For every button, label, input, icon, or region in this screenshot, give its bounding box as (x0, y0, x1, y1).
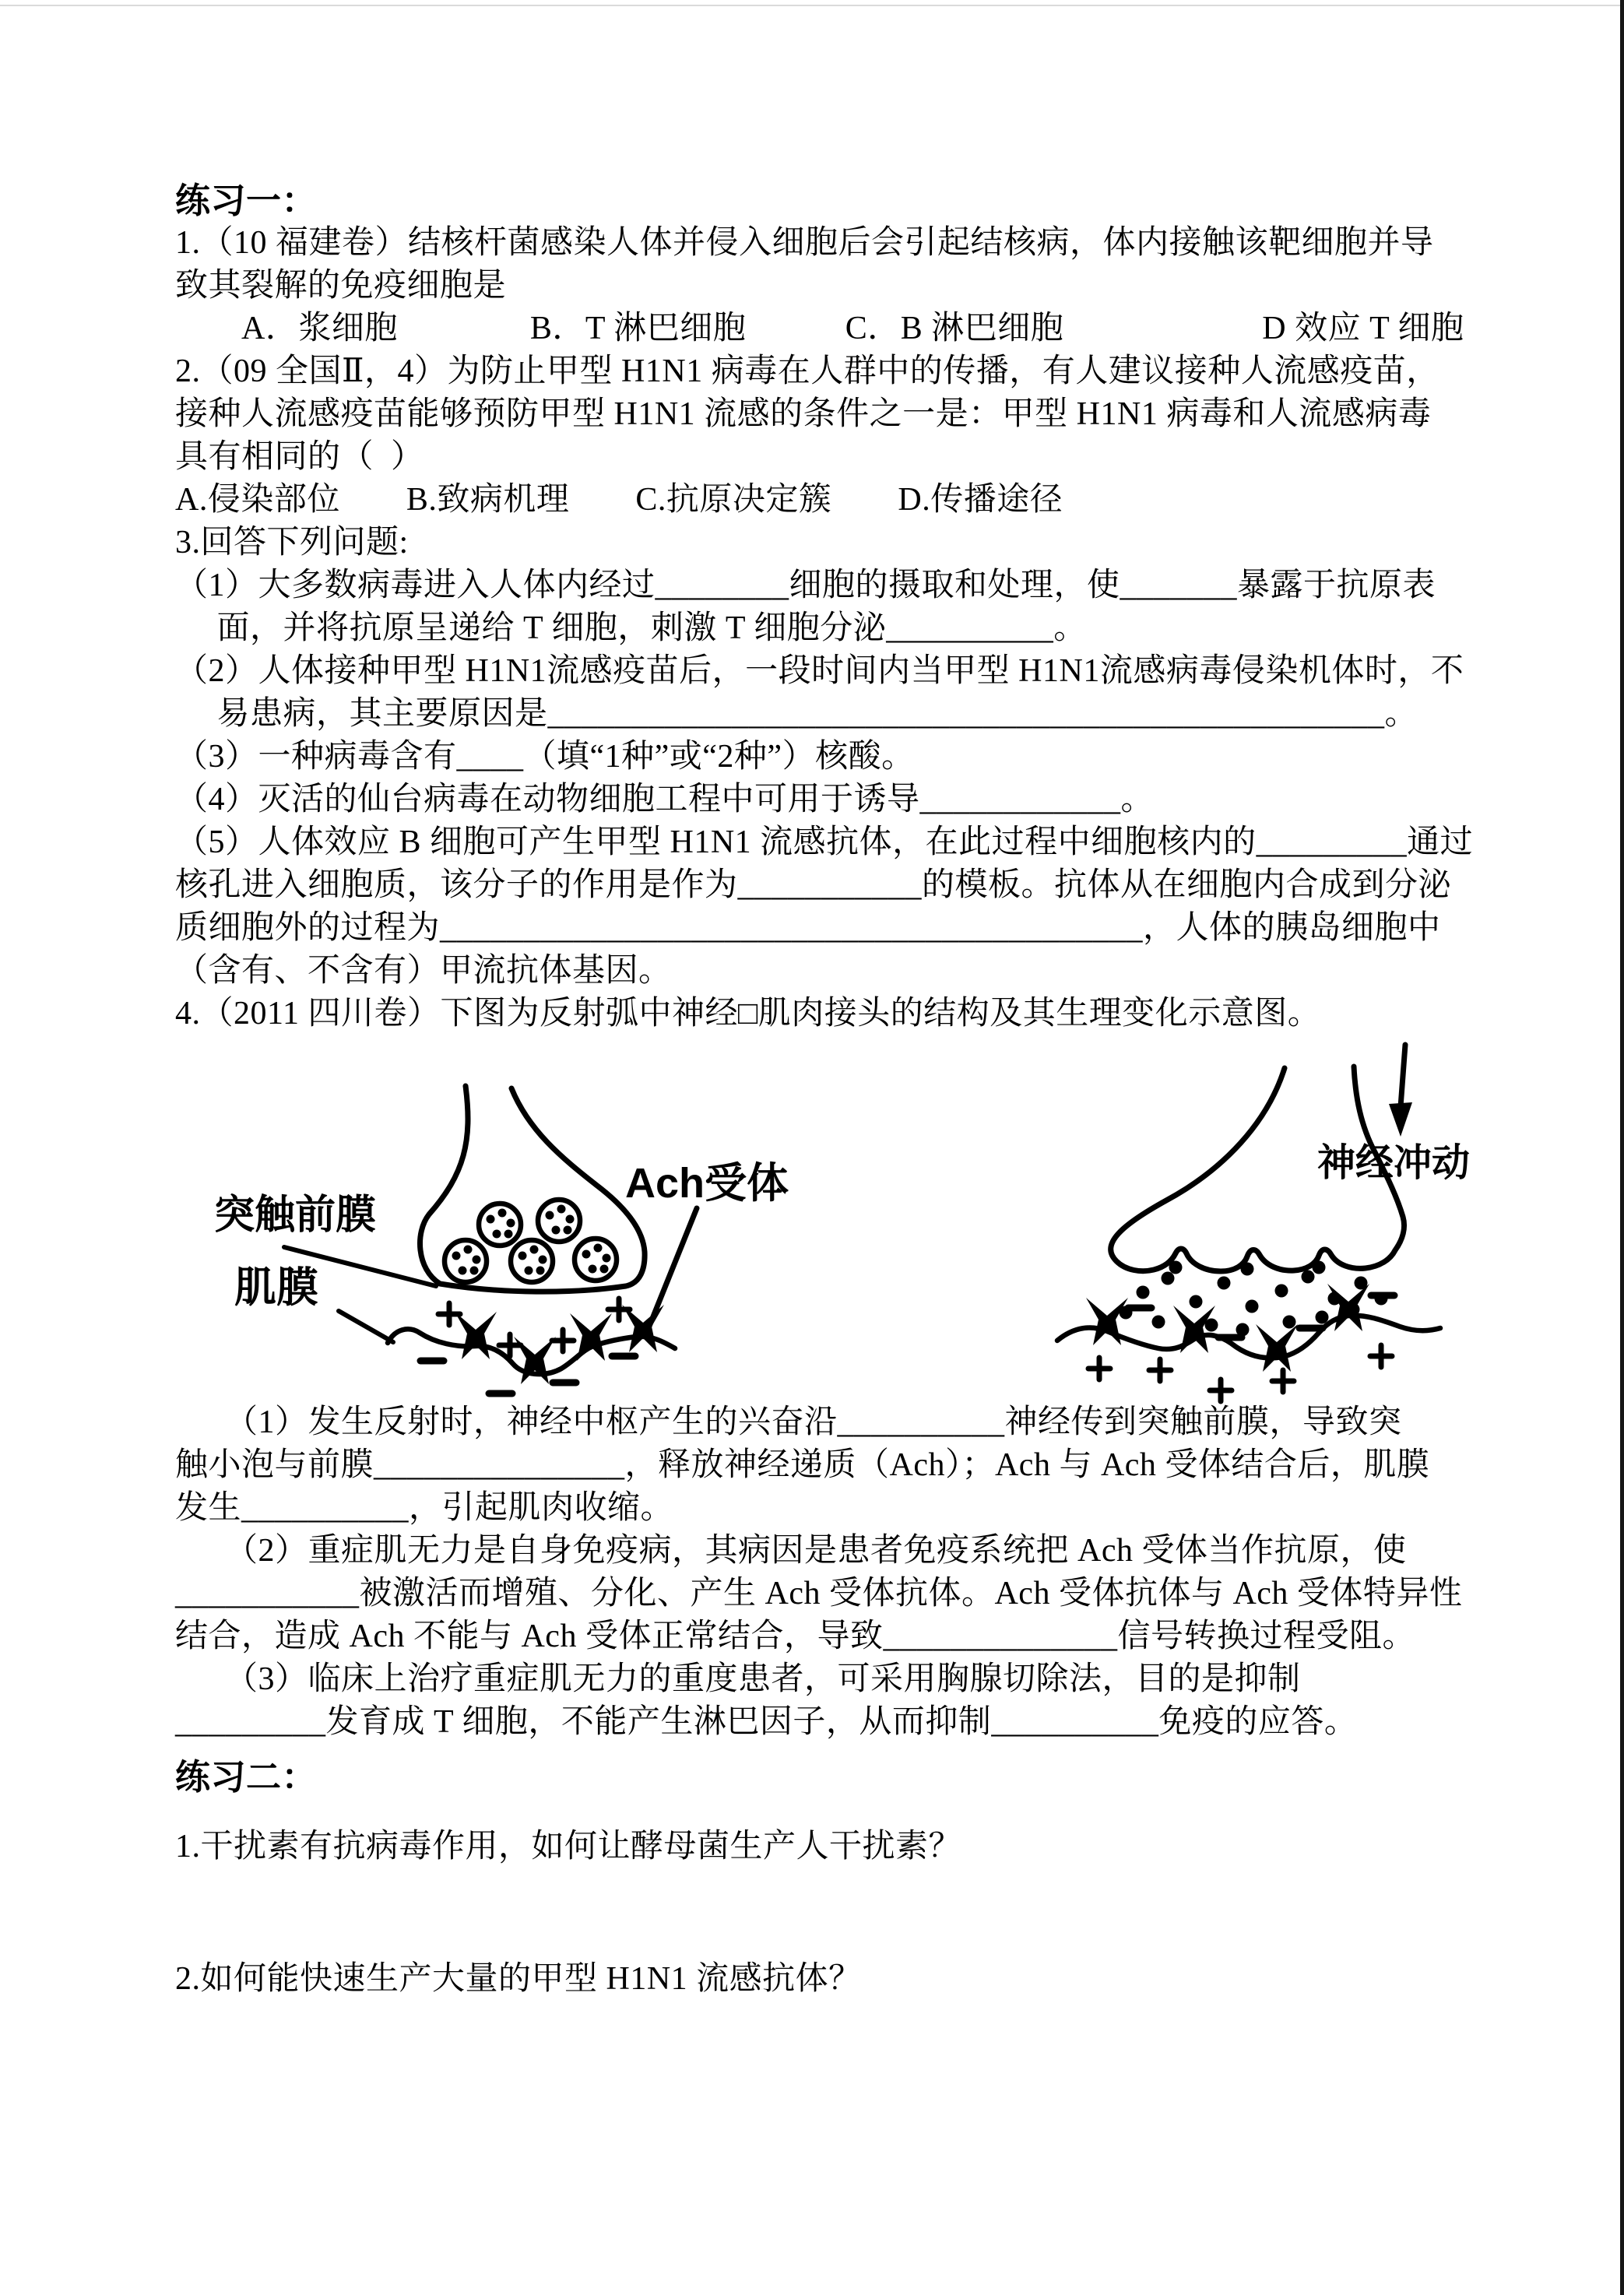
ach-receptor-label: Ach受体 (625, 1160, 789, 1207)
q3-sub5-line2: 核孔进入细胞质，该分子的作用是作为___________的模板。抗体从在细胞内合成到分泌 (175, 867, 1452, 903)
q3-sub2-line2: 易患病，其主要原因是__________________________________________________。 (175, 696, 1418, 732)
q2-options: A.侵染部位 B.致病机理 C.抗原决定簇 D.传播途径 (175, 482, 1063, 518)
exercise2-q1: 1.干扰素有抗病毒作用，如何让酵母菌生产人干扰素？ (175, 1829, 962, 1864)
plus-sign (1370, 1345, 1392, 1367)
muscle-membrane-label-pointer-line (339, 1311, 393, 1342)
synaptic-vesicle (479, 1204, 521, 1246)
q3-sub1-line1: （1）大多数病毒进入人体内经过________细胞的摄取和处理，使_______暴露于抗原表 (175, 568, 1436, 603)
q4-sub2-line2: ___________被激活而增殖、分化、产生 Ach 受体抗体。Ach 受体抗体与 Ach 受体特异性 (175, 1576, 1463, 1611)
q3-sub3: （3）一种病毒含有____（填“1种”或“2种”）核酸。 (175, 739, 915, 775)
ach-receptor (570, 1313, 612, 1361)
left-synapse-diagram (199, 1043, 977, 1409)
q3-sub5-line3: 质细胞外的过程为__________________________________________，人体的胰岛细胞中 (175, 910, 1441, 946)
plus-sign (552, 1330, 574, 1351)
synaptic-vesicle (575, 1239, 617, 1281)
q1-options: A．浆细胞 B．T 淋巴细胞 C．B 淋巴细胞 D 效应 T 细胞 (175, 311, 1464, 346)
nerve-impulse-label: 神经冲动 (1317, 1142, 1471, 1184)
neuromuscular-junction-figure (175, 1035, 1491, 1401)
nerve-terminal-outline (420, 1086, 645, 1292)
plus-sign (608, 1299, 630, 1320)
q2-line2: 接种人流感疫苗能够预防甲型 H1N1 流感的条件之一是：甲型 H1N1 病毒和人流感病毒 (175, 396, 1432, 432)
nerve-impulse-arrow (1389, 1045, 1412, 1137)
exercise2-title: 练习二： (175, 1757, 318, 1797)
q4-sub3-line2: _________发育成 T 细胞，不能产生淋巴因子，从而抑制__________免疫的应答。 (175, 1704, 1358, 1740)
plus-sign (1272, 1370, 1294, 1392)
q4-intro: 4.（2011 四川卷）下图为反射弧中神经□肌肉接头的结构及其生理变化示意图。 (175, 996, 1321, 1032)
synaptic-vesicle (445, 1240, 487, 1282)
q4-sub1-line3: 发生__________，引起肌肉收缩。 (175, 1490, 674, 1526)
q3-sub2-line1: （2）人体接种甲型 H1N1流感疫苗后，一段时间内当甲型 H1N1流感病毒侵染机体时，不 (175, 653, 1464, 689)
synaptic-vesicle (538, 1200, 580, 1242)
q3-sub4: （4）灭活的仙台病毒在动物细胞工程中可用于诱导____________。 (175, 782, 1155, 817)
synaptic-vesicles (445, 1200, 617, 1282)
q3-sub5-line4: （含有、不含有）甲流抗体基因。 (175, 953, 672, 989)
q3-sub1-line2: 面，并将抗原呈递给 T 细胞，刺激 T 细胞分泌__________。 (175, 610, 1087, 646)
presynaptic-membrane-label: 突触前膜 (214, 1193, 377, 1238)
ach-receptor (1327, 1284, 1369, 1331)
q4-sub1-line1: （1）发生反射时，神经中枢产生的兴奋沿__________神经传到突触前膜，导致突 (175, 1404, 1402, 1440)
plus-sign (1088, 1358, 1110, 1379)
q4-sub1-line2: 触小泡与前膜_______________，释放神经递质（Ach）；Ach 与 Ach 受体结合后，肌膜 (175, 1447, 1430, 1483)
synaptic-vesicle (511, 1240, 553, 1282)
q4-sub3-line1: （3）临床上治疗重症肌无力的重度患者，可采用胸腺切除法，目的是抑制 (175, 1661, 1301, 1697)
q2-line1: 2.（09 全国Ⅱ，4）为防止甲型 H1N1 病毒在人群中的传播，有人建议接种人流感疫苗， (175, 353, 1439, 389)
document-body (175, 179, 1491, 2001)
right-synapse-diagram (1051, 1035, 1549, 1409)
q1-line2: 致其裂解的免疫细胞是 (175, 268, 507, 304)
page-right-border (1620, 0, 1624, 2295)
ach-receptor (455, 1312, 497, 1359)
ach-receptor-pointer-line (649, 1208, 697, 1328)
exercise1-title: 练习一： (175, 181, 318, 220)
plus-sign (1210, 1379, 1232, 1401)
q2-line3: 具有相同的（ ） (175, 439, 424, 475)
released-ach-molecules (1120, 1261, 1388, 1337)
ach-receptor (1256, 1324, 1298, 1372)
q1-line1: 1.（10 福建卷）结核杆菌感染人体并侵入细胞后会引起结核病，体内接触该靶细胞并导 (175, 225, 1434, 261)
q4-sub2-line3: 结合，造成 Ach 不能与 Ach 受体正常结合，导致______________信号转换过程受阻。 (175, 1618, 1415, 1654)
exercise2-q2: 2.如何能快速生产大量的甲型 H1N1 流感抗体？ (175, 1961, 862, 1997)
plus-sign (438, 1303, 460, 1325)
q3-intro: 3.回答下列问题: (175, 525, 409, 561)
muscle-membrane-label: 肌膜 (234, 1264, 318, 1311)
q4-sub2-line1: （2）重症肌无力是自身免疫病，其病因是患者免疫系统把 Ach 受体当作抗原，使 (175, 1533, 1407, 1569)
page-top-hairline (0, 5, 1624, 6)
plus-sign (1149, 1359, 1171, 1381)
q3-sub5-line1: （5）人体效应 B 细胞可产生甲型 H1N1 流感抗体，在此过程中细胞核内的_________通过 (175, 824, 1474, 860)
